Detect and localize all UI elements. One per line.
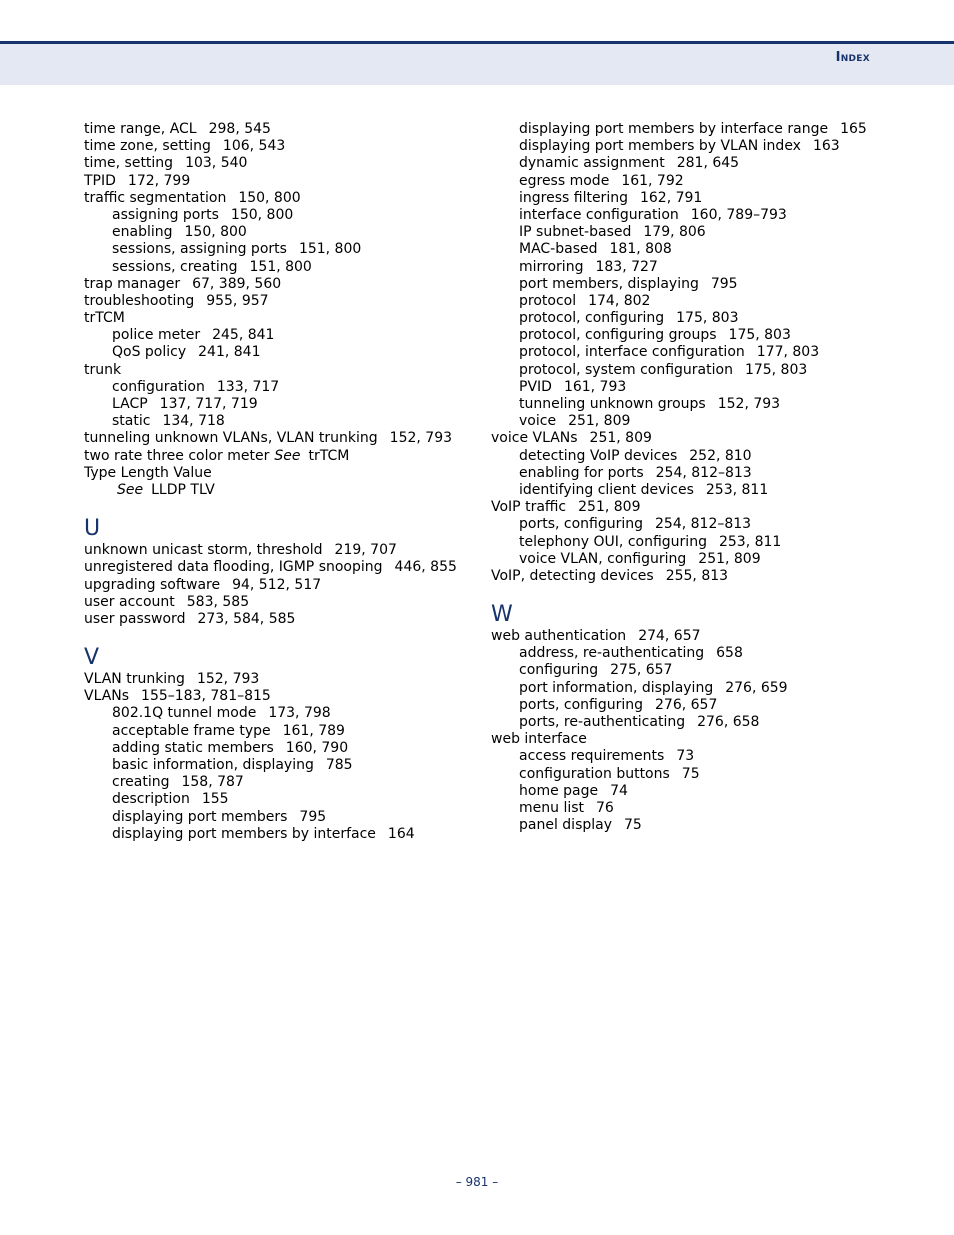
index-entry xyxy=(84,757,484,774)
index-page-refs: 255, 813 xyxy=(665,567,729,584)
index-page-refs: 785 xyxy=(325,757,353,773)
index-entry xyxy=(491,628,891,645)
index-entry xyxy=(84,774,484,791)
index-term: user account xyxy=(84,593,175,610)
index-term: voice xyxy=(519,413,557,430)
index-page-refs: 134, 718 xyxy=(162,413,225,430)
index-page-refs: 133, 717 xyxy=(216,378,280,395)
index-entry xyxy=(84,826,484,843)
index-entry xyxy=(491,138,891,155)
index-entry xyxy=(491,121,891,138)
index-page-refs: 150, 800 xyxy=(230,206,294,223)
index-page-refs: 163 xyxy=(812,138,840,155)
index-entry xyxy=(84,190,484,207)
index-entry xyxy=(491,396,891,413)
index-page-refs: 251, 809 xyxy=(589,430,652,447)
index-term: two rate three color meter xyxy=(84,447,270,464)
index-page-refs: 161, 792 xyxy=(621,172,684,189)
index-term: troubleshooting xyxy=(84,292,195,309)
index-section-letter: V xyxy=(84,645,100,671)
index-entry xyxy=(84,276,484,293)
index-entry xyxy=(491,259,891,276)
index-page-refs: 795 xyxy=(299,808,327,825)
index-entry xyxy=(84,671,484,688)
index-entry xyxy=(84,241,484,258)
index-term: user password xyxy=(84,610,186,627)
index-term: port information, displaying xyxy=(519,679,714,696)
index-term: protocol, configuring groups xyxy=(519,327,717,344)
index-page-refs: 254, 812–813 xyxy=(655,516,752,533)
index-term: upgrading software xyxy=(84,576,221,593)
index-entry xyxy=(491,482,891,499)
index-entry xyxy=(491,413,891,430)
index-term: displaying port members xyxy=(112,808,288,825)
index-entry xyxy=(491,697,891,714)
index-entry xyxy=(84,155,484,172)
index-entry xyxy=(84,559,484,576)
index-section-letter: U xyxy=(84,516,101,542)
index-entry xyxy=(491,817,891,834)
index-term: QoS policy xyxy=(112,344,187,361)
index-term: VoIP traffic xyxy=(491,499,567,516)
index-page-refs: 155 xyxy=(201,791,229,808)
index-term: panel display xyxy=(519,817,613,834)
index-term: time, setting xyxy=(84,155,174,172)
index-term: mirroring xyxy=(519,258,584,275)
index-term: unregistered data flooding, IGMP snooping xyxy=(84,559,383,576)
index-entry xyxy=(84,791,484,808)
index-entry xyxy=(491,344,891,361)
index-term: menu list xyxy=(519,799,585,816)
index-page-refs: 658 xyxy=(716,645,743,662)
index-term: creating xyxy=(112,774,170,791)
index-page-refs: trTCM xyxy=(308,447,350,464)
index-section-letter: W xyxy=(491,602,513,628)
index-term: home page xyxy=(519,782,599,799)
index-entry xyxy=(491,310,891,327)
index-page-refs: 152, 793 xyxy=(389,430,453,447)
index-term: unknown unicast storm, threshold xyxy=(84,542,323,559)
index-term: protocol, configuring xyxy=(519,310,665,327)
index-page-refs: 276, 658 xyxy=(697,714,760,730)
index-entry xyxy=(491,551,891,568)
index-page-refs: 175, 803 xyxy=(728,327,791,344)
index-page-refs: 94, 512, 517 xyxy=(232,576,322,593)
index-term: adding static members xyxy=(112,739,274,756)
index-term: telephony OUI, configuring xyxy=(519,533,707,550)
index-page-refs: 241, 841 xyxy=(198,344,261,361)
index-entry xyxy=(491,362,891,379)
index-entry xyxy=(84,740,484,757)
page-number: – 981 – xyxy=(455,1175,499,1189)
index-term: police meter xyxy=(112,327,201,344)
index-term: basic information, displaying xyxy=(112,757,314,773)
index-entry xyxy=(84,259,484,276)
index-page-refs: 151, 800 xyxy=(249,258,312,275)
index-entry xyxy=(491,499,891,516)
index-page-refs: 75 xyxy=(681,765,700,782)
index-entry xyxy=(491,534,891,551)
index-entry xyxy=(491,662,891,679)
index-term: ports, re-authenticating xyxy=(519,714,686,730)
index-page-refs: 446, 855 xyxy=(394,559,457,576)
index-entry xyxy=(84,379,484,396)
index-entry xyxy=(84,293,484,310)
index-entry xyxy=(491,516,891,533)
index-entry xyxy=(84,594,484,611)
index-entry xyxy=(84,173,484,190)
index-entry xyxy=(491,731,891,748)
index-page-refs: 795 xyxy=(710,275,738,292)
index-term: tunneling unknown groups xyxy=(519,396,706,412)
index-entry xyxy=(491,293,891,310)
index-entry xyxy=(491,448,891,465)
index-term: identifying client devices xyxy=(519,481,694,498)
index-term: port members, displaying xyxy=(519,275,699,292)
index-page-refs: 106, 543 xyxy=(222,138,286,155)
see-reference: See xyxy=(274,447,301,464)
index-entry xyxy=(84,413,484,430)
index-term: IP subnet-based xyxy=(519,224,632,241)
index-term: configuration xyxy=(112,378,205,395)
index-term: ports, configuring xyxy=(519,696,644,713)
index-entry xyxy=(84,448,484,465)
index-term: address, re-authenticating xyxy=(519,645,705,662)
index-entry xyxy=(491,748,891,765)
index-term: time zone, setting xyxy=(84,138,211,155)
index-page-refs: 254, 812–813 xyxy=(655,464,752,481)
index-term: VLAN trunking xyxy=(84,671,185,688)
index-entry xyxy=(491,645,891,662)
index-page-refs: 175, 803 xyxy=(744,361,808,378)
index-entry xyxy=(491,800,891,817)
index-page-refs: 67, 389, 560 xyxy=(192,275,282,292)
index-term: enabling for ports xyxy=(519,464,644,481)
index-page-refs: 173, 798 xyxy=(268,705,331,722)
index-entry xyxy=(84,362,484,379)
index-page-refs: 158, 787 xyxy=(181,774,244,791)
index-term: MAC-based xyxy=(519,241,598,258)
index-page-refs: 160, 789–793 xyxy=(690,206,787,223)
index-term: protocol, system configuration xyxy=(519,361,733,378)
index-term: web authentication xyxy=(491,628,627,645)
index-entry xyxy=(491,327,891,344)
index-entry xyxy=(491,680,891,697)
index-entry xyxy=(84,430,484,447)
index-page-refs: 253, 811 xyxy=(705,481,769,498)
index-page-refs: 219, 707 xyxy=(334,542,397,559)
index-page-refs: 175, 803 xyxy=(676,310,739,327)
index-page-refs: 251, 809 xyxy=(698,550,761,567)
index-entry xyxy=(491,783,891,800)
index-entry xyxy=(84,121,484,138)
index-page-refs: 179, 806 xyxy=(643,224,706,241)
index-term: configuring xyxy=(519,662,599,679)
index-entry xyxy=(84,138,484,155)
index-term: static xyxy=(112,413,151,430)
index-term: web interface xyxy=(491,731,587,748)
index-page-refs: 152, 793 xyxy=(717,396,781,412)
index-term: detecting VoIP devices xyxy=(519,447,678,464)
index-page-refs: 298, 545 xyxy=(208,121,271,137)
index-entry xyxy=(491,465,891,482)
index-entry xyxy=(491,190,891,207)
index-page-refs: 276, 659 xyxy=(725,679,788,696)
index-term: dynamic assignment xyxy=(519,155,665,172)
index-page-refs: 161, 789 xyxy=(282,722,345,739)
index-page-refs: 161, 793 xyxy=(563,378,627,395)
index-term: 802.1Q tunnel mode xyxy=(112,705,257,722)
index-entry xyxy=(491,155,891,172)
index-term: sessions, creating xyxy=(112,258,238,275)
index-column-right xyxy=(491,121,891,834)
index-page-refs: 583, 585 xyxy=(186,593,250,610)
index-page-refs: 273, 584, 585 xyxy=(197,610,296,627)
index-term: ports, configuring xyxy=(519,516,644,533)
index-entry xyxy=(84,310,484,327)
running-header-title: Index xyxy=(835,50,870,65)
index-entry xyxy=(491,430,891,447)
index-page-refs: 155–183, 781–815 xyxy=(141,688,271,705)
index-page-refs: 151, 800 xyxy=(298,241,362,258)
index-page-refs: 165 xyxy=(840,121,867,137)
index-term: trap manager xyxy=(84,275,181,292)
index-page-refs: 172, 799 xyxy=(127,172,191,189)
index-entry xyxy=(84,396,484,413)
index-term: trunk xyxy=(84,361,122,378)
index-page-refs: 103, 540 xyxy=(185,155,248,172)
index-column-left xyxy=(84,121,484,843)
index-page-refs: 174, 802 xyxy=(588,292,651,309)
index-term: Type Length Value xyxy=(84,464,212,481)
index-term: LACP xyxy=(112,396,148,412)
index-page-refs: 251, 809 xyxy=(578,499,641,516)
index-entry xyxy=(84,705,484,722)
index-term: TPID xyxy=(84,172,116,189)
index-entry xyxy=(84,465,484,482)
index-entry xyxy=(491,714,891,731)
index-page-refs: 251, 809 xyxy=(568,413,631,430)
index-page-refs: 75 xyxy=(624,817,642,834)
index-term: ingress filtering xyxy=(519,189,628,206)
page-header-bar xyxy=(0,41,954,85)
index-page-refs: 152, 793 xyxy=(196,671,260,688)
index-entry xyxy=(84,577,484,594)
index-term: displaying port members by interface range xyxy=(519,121,829,137)
index-term: acceptable frame type xyxy=(112,722,271,739)
index-term: assigning ports xyxy=(112,206,219,223)
index-term: description xyxy=(112,791,190,808)
index-page-refs: 164 xyxy=(387,825,415,842)
index-term: protocol xyxy=(519,292,577,309)
index-entry xyxy=(491,224,891,241)
index-page-refs: 275, 657 xyxy=(610,662,673,679)
index-page-refs: 955, 957 xyxy=(206,292,269,309)
index-term: voice VLAN, configuring xyxy=(519,550,687,567)
index-entry xyxy=(84,723,484,740)
index-term: displaying port members by interface xyxy=(112,825,376,842)
index-term: time range, ACL xyxy=(84,121,197,137)
index-entry xyxy=(84,482,484,499)
index-entry xyxy=(491,207,891,224)
index-term: tunneling unknown VLANs, VLAN trunking xyxy=(84,430,378,447)
index-page-refs: 73 xyxy=(676,748,695,765)
index-entry xyxy=(491,568,891,585)
index-entry xyxy=(84,224,484,241)
index-entry xyxy=(84,809,484,826)
index-term: VoIP, detecting devices xyxy=(491,567,654,584)
index-page-refs: 160, 790 xyxy=(285,739,349,756)
index-page-refs: 252, 810 xyxy=(689,447,752,464)
index-page-refs: 276, 657 xyxy=(655,696,718,713)
index-page-refs: 137, 717, 719 xyxy=(159,396,258,412)
index-term: enabling xyxy=(112,224,173,241)
index-entry xyxy=(84,688,484,705)
index-page-refs: 253, 811 xyxy=(718,533,782,550)
index-term: access requirements xyxy=(519,748,665,765)
index-term: displaying port members by VLAN index xyxy=(519,138,801,155)
index-page-refs: 245, 841 xyxy=(212,327,275,344)
index-page-refs: 162, 791 xyxy=(639,189,703,206)
index-term: PVID xyxy=(519,378,552,395)
index-entry xyxy=(84,542,484,559)
index-term: protocol, interface configuration xyxy=(519,344,745,361)
index-term: egress mode xyxy=(519,172,610,189)
index-entry xyxy=(84,344,484,361)
index-page-refs: 150, 800 xyxy=(238,189,301,206)
index-page-refs: LLDP TLV xyxy=(151,481,215,498)
index-entry xyxy=(491,241,891,258)
index-term: VLANs xyxy=(84,688,130,705)
see-reference: See xyxy=(117,481,144,498)
index-page-refs: 177, 803 xyxy=(756,344,820,361)
index-entry xyxy=(84,611,484,628)
index-term: configuration buttons xyxy=(519,765,670,782)
index-entry xyxy=(84,327,484,344)
index-entry xyxy=(491,276,891,293)
index-entry xyxy=(491,379,891,396)
index-page-refs: 181, 808 xyxy=(609,241,672,258)
index-term: traffic segmentation xyxy=(84,189,227,206)
index-term: sessions, assigning ports xyxy=(112,241,287,258)
index-page-refs: 76 xyxy=(596,799,614,816)
index-page-refs: 74 xyxy=(610,782,628,799)
index-page-refs: 150, 800 xyxy=(184,224,247,241)
index-page-refs: 281, 645 xyxy=(676,155,740,172)
index-term: voice VLANs xyxy=(491,430,578,447)
index-page-refs: 183, 727 xyxy=(595,258,658,275)
index-term: interface configuration xyxy=(519,206,679,223)
index-entry xyxy=(491,766,891,783)
index-page-refs: 274, 657 xyxy=(638,628,701,645)
index-entry xyxy=(491,173,891,190)
index-term: trTCM xyxy=(84,310,125,327)
index-entry xyxy=(84,207,484,224)
